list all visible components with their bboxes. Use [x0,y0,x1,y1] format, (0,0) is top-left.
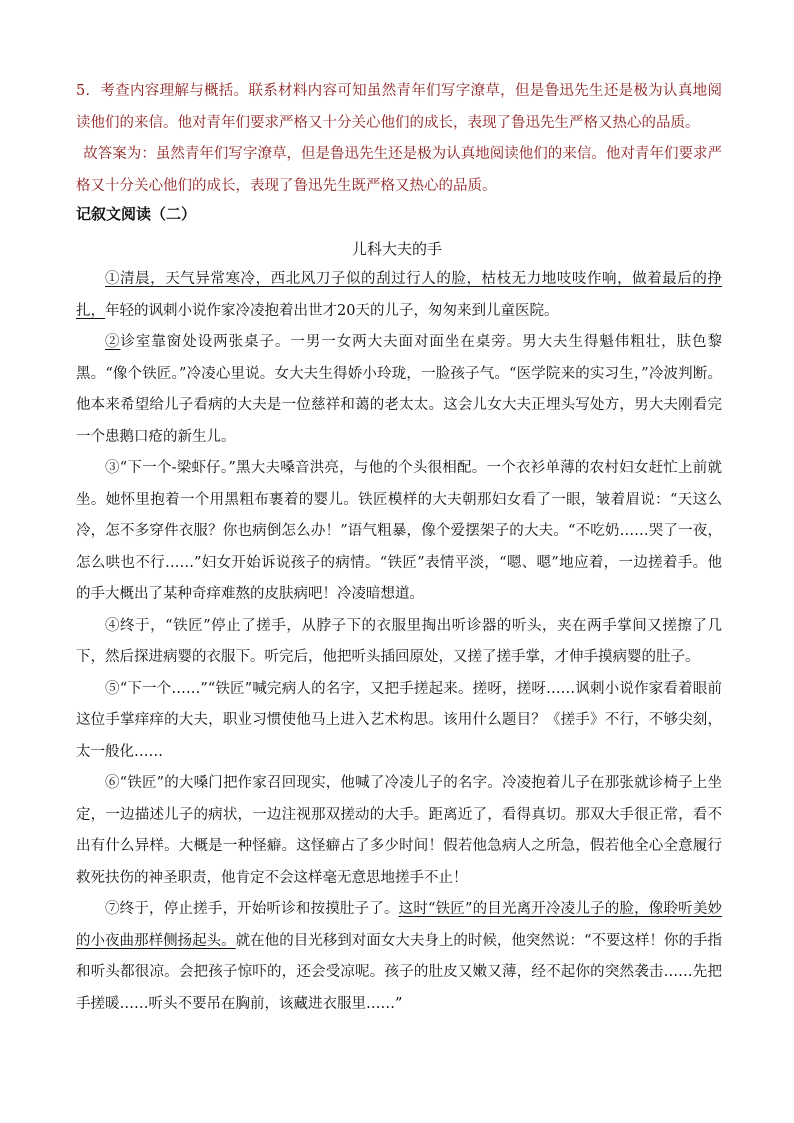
paragraph-text: 就在他的目光移到对面女大夫身上的时候，他突然说：“不要这样！你的手指和听头都很凉。会把孩子惊吓的，还会受凉呢。孩子的肚皮又嫩又薄，经不起你的突然袭击……先把手搓暖……听头不要吊在胸前，该藏进衣服里……” [76,932,722,1012]
paragraph-7 [76,894,722,1020]
paragraph-text: 年轻的讽刺小说作家冷凌抱着出世才20天的儿子，匆匆来到儿童医院。 [105,302,559,319]
paragraph-text: 诊室靠窗处设两张桌子。一男一女两大夫面对面坐在桌旁。男大夫生得魁伟粗壮，肤色黎黑。“像个铁匠。”冷凌心里说。女大夫生得娇小玲珑，一脸孩子气。“医学院来的实习生，”冷波判断。他本来希望给儿子看病的大夫是一位慈祥和蔼的老太太。这会儿女大夫正埋头写处方，男大夫刚看完一个患鹅口疮的新生儿。 [76,334,723,445]
paragraph-1 [76,264,722,327]
paragraph-text: ⑦终于，停止搓手，开始听诊和按摸肚子了。 [105,901,399,917]
answer-explanation [76,76,722,202]
underlined-sentence: 这时“铁匠”的目光离开冷凌儿子的脸，像聆听美妙的小夜曲那样侧扬起头。 [76,901,722,949]
paragraph-6: ⑥“铁匠”的大嗓门把作家召回现实，他喊了冷凌儿子的名字。冷凌抱着儿子在那张就诊椅子上坐定，一边描述儿子的病状，一边注视那双搓动的大手。距离近了，看得真切。那双大手很正常，看不出有什么异样。大概是一种怪癖。这怪癖占了多少时间！假若他急病人之所急，假若他全心全意履行救死扶伤的神圣职责，他肯定不会这样毫无意思地搓手不止！ [76,775,722,886]
story-body [76,264,722,1020]
paragraph-5: ⑤“下一个……”“铁匠”喊完病人的名字，又把手搓起来。搓呀，搓呀……讽刺小说作家看着眼前这位手掌痒痒的大夫，职业习惯使他马上进入艺术构思。该用什么题目？《搓手》不行，不够尖刻，太一般化…… [76,680,722,760]
paragraph-3: ③“下一个-梁虾仔。”黑大夫嗓音洪亮，与他的个头很相配。一个衣衫单薄的农村妇女赶忙上前就坐。她怀里抱着一个用黑粗布裹着的婴儿。铁匠模样的大夫朝那妇女看了一眼，皱着眉说：“天这么冷，怎不多穿件衣服？你也病倒怎么办！”语气粗暴，像个爱摆架子的大夫。“不吃奶……哭了一夜，怎么哄也不行……”妇女开始诉说孩子的病情。“铁匠”表情平淡，“嗯、嗯”地应着，一边搓着手。他的手大概出了某种奇痒难熬的皮肤病吧！冷凌暗想道。 [76,460,722,602]
answer-conclusion: 故答案为：虽然青年们写字潦草，但是鲁迅先生还是极为认真地阅读他们的来信。他对青年们要求严格又十分关心他们的成长，表现了鲁迅先生既严格又热心的品质。 [76,146,722,194]
paragraph-4: ④终于，“铁匠”停止了搓手，从脖子下的衣服里掏出听诊器的听头，夹在两手掌间又搓擦了几下，然后探进病婴的衣服下。听完后，他把听头插回原处，又搓了搓手掌，才伸手摸病婴的肚子。 [76,617,722,665]
paragraph-marker: ② [105,334,121,350]
story-title: 儿科大夫的手 [351,240,442,258]
section-title: 记叙文阅读（二） [76,205,197,223]
paragraph-2 [76,327,722,453]
underlined-sentence: ①清晨，天气异常寒冷，西北风刀子似的刮过行人的脸，枯枝无力地吱吱作响，做着最后的挣扎， [76,271,722,319]
answer-analysis: 5．考查内容理解与概括。联系材料内容可知虽然青年们写字潦草，但是鲁迅先生还是极为认真地阅读他们的来信。他对青年们要求严格又十分关心他们的成长，表现了鲁迅先生严格又热心的品质。 [76,83,722,131]
